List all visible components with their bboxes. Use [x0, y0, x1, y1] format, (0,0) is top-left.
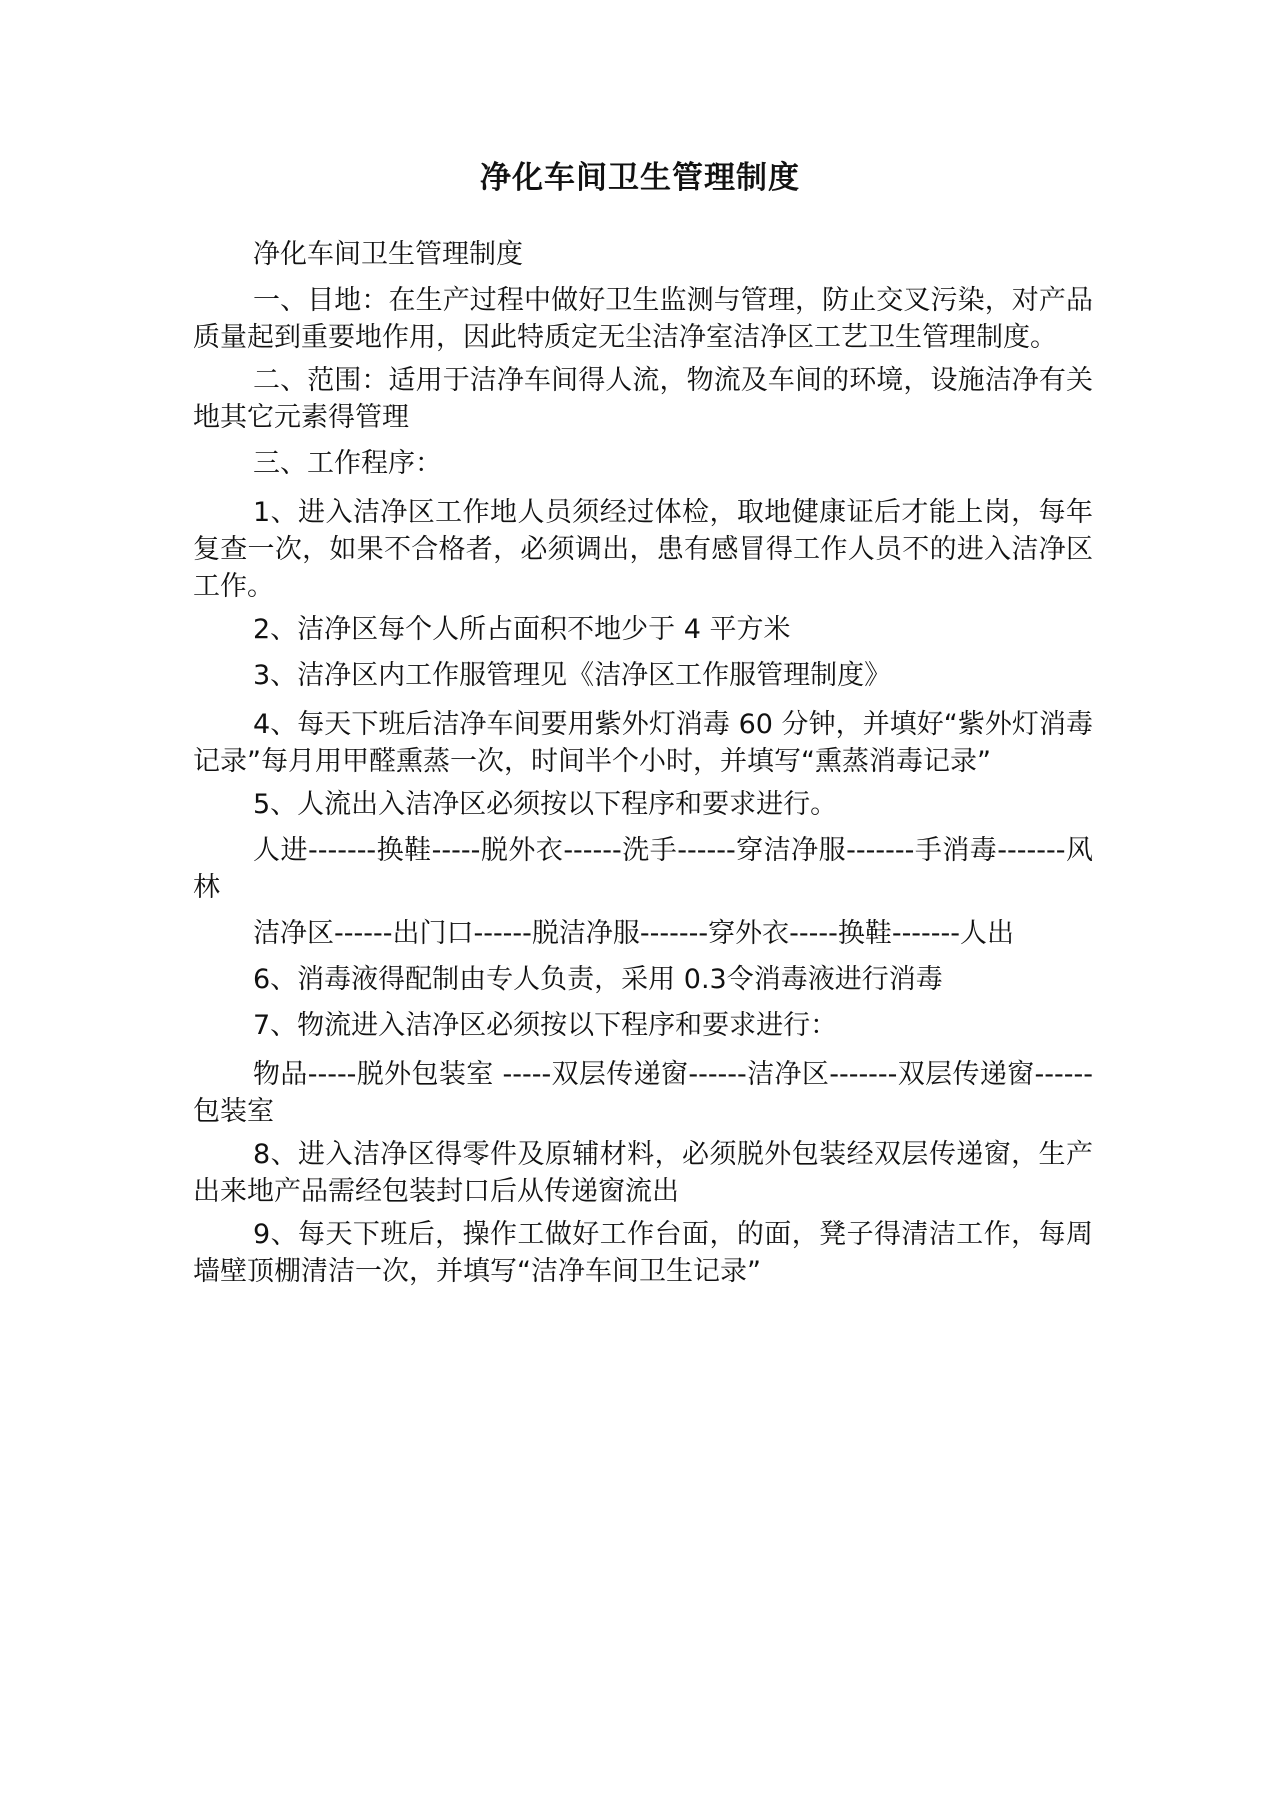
paragraph-item-7: 7、物流进入洁净区必须按以下程序和要求进行： — [253, 1010, 838, 1041]
paragraph-subtitle: 净化车间卫生管理制度 — [253, 239, 523, 270]
paragraph-item-9: 9、每天下班后，操作工做好工作台面，的面，凳子得清洁工作，每周墙壁顶棚清洁一次，并填写“洁净车间卫生记录” — [193, 1219, 1093, 1287]
paragraph-people-flow-in: 人进-------换鞋-----脱外衣------洗手------穿洁净服-------手消毒-------风林 — [193, 835, 1093, 903]
paragraph-item-2: 2、洁净区每个人所占面积不地少于 4 平方米 — [253, 614, 791, 645]
paragraph-item-5: 5、人流出入洁净区必须按以下程序和要求进行。 — [253, 789, 838, 820]
paragraph-people-flow-out: 洁净区------出门口------脱洁净服-------穿外衣-----换鞋-------人出 — [253, 918, 1015, 949]
document-body — [193, 236, 1093, 1296]
paragraph-material-flow: 物品-----脱外包装室 -----双层传递窗------洁净区-------双层传递窗------包装室 — [193, 1059, 1093, 1127]
paragraph-item-1: 1、进入洁净区工作地人员须经过体检，取地健康证后才能上岗，每年复查一次，如果不合格者，必须调出，患有感冒得工作人员不的进入洁净区工作。 — [193, 497, 1093, 602]
paragraph-scope: 二、范围：适用于洁净车间得人流，物流及车间的环境，设施洁净有关地其它元素得管理 — [193, 365, 1093, 433]
paragraph-item-6: 6、消毒液得配制由专人负责，采用 0.3令消毒液进行消毒 — [253, 964, 943, 995]
paragraph-item-3: 3、洁净区内工作服管理见《洁净区工作服管理制度》 — [253, 660, 892, 691]
paragraph-item-4: 4、每天下班后洁净车间要用紫外灯消毒 60 分钟，并填好“紫外灯消毒记录”每月用甲醛熏蒸一次，时间半个小时，并填写“熏蒸消毒记录” — [193, 709, 1093, 777]
paragraph-purpose: 一、目地：在生产过程中做好卫生监测与管理，防止交叉污染，对产品质量起到重要地作用，因此特质定无尘洁净室洁净区工艺卫生管理制度。 — [193, 285, 1093, 353]
paragraph-procedure-heading: 三、工作程序： — [253, 448, 442, 479]
paragraph-item-8: 8、进入洁净区得零件及原辅材料，必须脱外包装经双层传递窗，生产出来地产品需经包装封口后从传递窗流出 — [193, 1139, 1093, 1207]
document-title: 净化车间卫生管理制度 — [480, 160, 800, 196]
